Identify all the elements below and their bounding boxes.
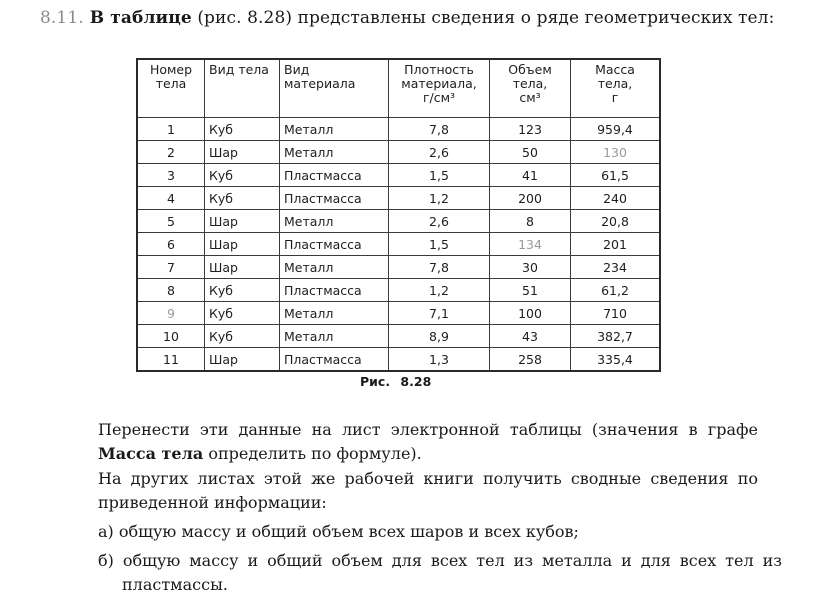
table-row [137,141,660,164]
cell-num: 8 [137,279,205,302]
cell-mass: 61,2 [571,279,661,302]
cell-material: Металл [280,210,389,233]
header-line: материала, [401,76,477,91]
cell-volume: 258 [490,348,571,372]
header-mass [571,59,661,118]
cell-mass: 201 [571,233,661,256]
header-line: Объем [508,62,552,77]
geometric-bodies-table [136,58,661,372]
cell-volume: 100 [490,302,571,325]
instruction-text-2: определить по формуле). [203,444,422,463]
header-line: г/см³ [422,90,456,105]
cell-num: 9 [137,302,205,325]
cell-num: 11 [137,348,205,372]
table-row [137,118,660,141]
cell-num: 10 [137,325,205,348]
cell-material: Пластмасса [280,348,389,372]
cell-volume: 30 [490,256,571,279]
cell-volume: 134 [490,233,571,256]
table-row [137,233,660,256]
table-row [137,256,660,279]
cell-mass: 61,5 [571,164,661,187]
cell-volume: 41 [490,164,571,187]
header-material [280,59,389,118]
cell-type: Куб [205,325,280,348]
cell-density: 1,2 [389,279,490,302]
cell-material: Пластмасса [280,164,389,187]
cell-material: Металл [280,325,389,348]
cell-density: 1,5 [389,233,490,256]
table-row [137,210,660,233]
table-row [137,302,660,325]
cell-type: Куб [205,279,280,302]
cell-type: Куб [205,302,280,325]
cell-density: 2,6 [389,141,490,164]
cell-material: Пластмасса [280,187,389,210]
cell-material: Металл [280,118,389,141]
cell-material: Металл [280,256,389,279]
cell-mass: 130 [571,141,661,164]
header-line: тела, [597,76,633,91]
cell-density: 7,8 [389,118,490,141]
header-num [137,59,205,118]
cell-density: 1,3 [389,348,490,372]
cell-mass: 335,4 [571,348,661,372]
cell-mass: 959,4 [571,118,661,141]
header-line: материала [284,76,356,91]
cell-material: Пластмасса [280,279,389,302]
cell-num: 4 [137,187,205,210]
cell-density: 1,2 [389,187,490,210]
header-density [389,59,490,118]
header-type [205,59,280,118]
cell-type: Шар [205,348,280,372]
cell-density: 2,6 [389,210,490,233]
table-header-row [137,59,660,118]
header-line: тела [155,76,187,91]
cell-type: Шар [205,256,280,279]
table-row [137,187,660,210]
header-volume [490,59,571,118]
table-row [137,325,660,348]
cell-density: 7,1 [389,302,490,325]
heading-prefix: В таблице [89,8,192,28]
header-line: тела, [512,76,548,91]
header-line: Номер [149,62,193,77]
cell-volume: 51 [490,279,571,302]
table-row [137,164,660,187]
cell-density: 1,5 [389,164,490,187]
cell-mass: 20,8 [571,210,661,233]
cell-type: Шар [205,210,280,233]
cell-density: 7,8 [389,256,490,279]
task-paragraph: На других листах этой же рабочей книги получить сводные сведения по приведенной информации: [98,469,758,512]
cell-mass: 710 [571,302,661,325]
cell-type: Куб [205,118,280,141]
header-line: Вид [284,62,310,77]
cell-num: 7 [137,256,205,279]
figure-caption: Рис. 8.28 [360,374,432,389]
cell-num: 1 [137,118,205,141]
task-item-a: а) общую массу и общий объем всех шаров и всех кубов; [98,522,579,541]
cell-type: Шар [205,141,280,164]
header-line: г [611,90,619,105]
task-item-b: б) общую массу и общий объем для всех тел из металла и для всех тел из пластмассы. [98,551,782,594]
cell-num: 6 [137,233,205,256]
header-line: Вид тела [209,62,269,77]
table-body [137,118,660,372]
cell-volume: 8 [490,210,571,233]
table-row [137,348,660,372]
instruction-paragraph [98,418,758,466]
header-line: см³ [519,90,541,105]
cell-mass: 234 [571,256,661,279]
instruction-text-1: Перенести эти данные на лист электронной таблицы (значения в графе [98,420,758,439]
table-row [137,279,660,302]
cell-type: Куб [205,187,280,210]
cell-material: Металл [280,302,389,325]
cell-material: Металл [280,141,389,164]
cell-volume: 43 [490,325,571,348]
instruction-bold: Масса тела [98,444,204,463]
cell-type: Куб [205,164,280,187]
cell-volume: 200 [490,187,571,210]
cell-num: 2 [137,141,205,164]
cell-material: Пластмасса [280,233,389,256]
cell-mass: 240 [571,187,661,210]
cell-mass: 382,7 [571,325,661,348]
exercise-heading [40,8,774,28]
cell-num: 5 [137,210,205,233]
header-line: Плотность [404,62,474,77]
cell-density: 8,9 [389,325,490,348]
heading-text: (рис. 8.28) представлены сведения о ряде геометрических тел: [197,8,775,28]
cell-volume: 50 [490,141,571,164]
cell-volume: 123 [490,118,571,141]
cell-num: 3 [137,164,205,187]
header-line: Масса [595,62,635,77]
exercise-number: 8.11. [40,8,84,28]
cell-type: Шар [205,233,280,256]
